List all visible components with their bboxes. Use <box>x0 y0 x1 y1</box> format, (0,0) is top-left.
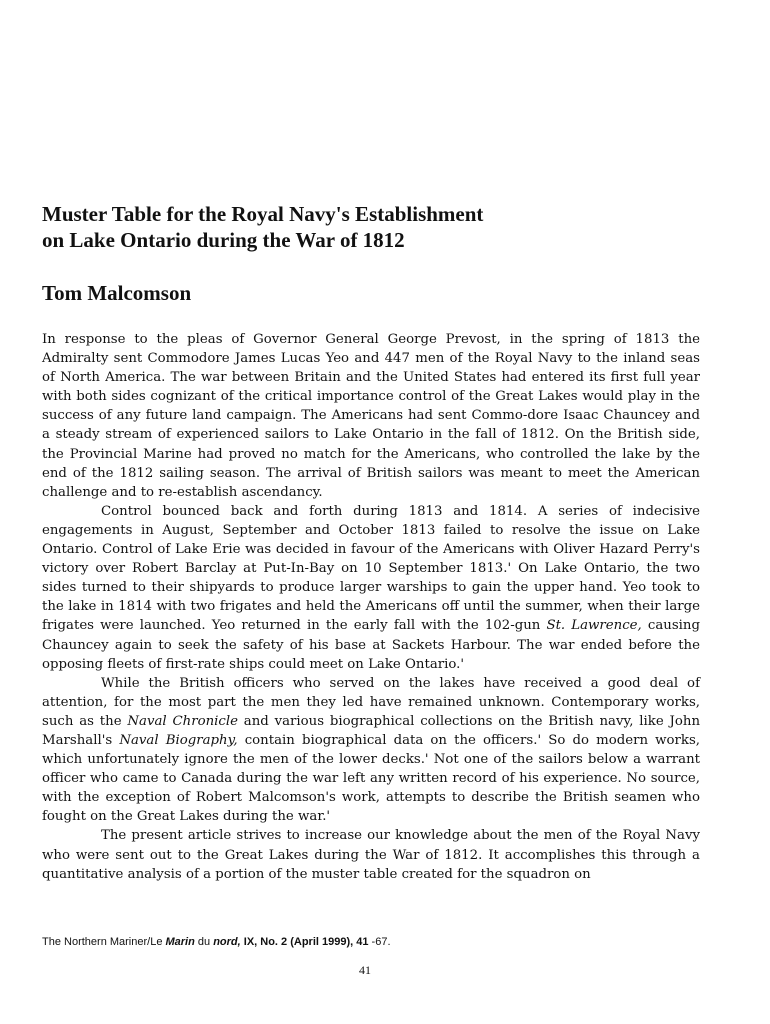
paragraph-2 <box>42 502 700 674</box>
article-title <box>42 201 682 253</box>
paragraph-3-text-b: and various biographical collections on the British navy, like John Marshall's <box>42 713 701 748</box>
article-author: Tom Malcomson <box>42 281 192 305</box>
article-title-line-1: Muster Table for the Royal Navy's Establishment <box>42 202 484 226</box>
page-number: 41 <box>359 963 371 977</box>
article-body <box>42 330 700 884</box>
footer-journal-a: The Northern Mariner/Le <box>42 936 166 948</box>
paragraph-4-text: The present article strives to increase our knowledge about the men of the Royal Navy who were sent out to the Great Lakes during the War of 1812. It accomplishes this through a quantitative analysis of a portion of the muster table created for the squadron on <box>42 828 700 882</box>
paragraph-1-text: In response to the pleas of Governor General George Prevost, in the spring of 1813 the Admiralty sent Commodore James Lucas Yeo and 447 men of the Royal Navy to the inland seas of North America. The war between Britain and the United States had entered its first full year with both sides cognizant of the critical importance control of the Great Lakes would play in the success of any future land campaign. The Americans had sent Commo-dore Isaac Chauncey and a steady stream of experienced sailors to Lake Ontario in the fall of 1812. On the British side, the Provincial Marine had proved no match for the Americans, who controlled the lake by the end of the 1812 sailing season. The arrival of British sailors was meant to meet the American challenge and to re-establish ascendancy. <box>42 332 700 500</box>
article-title-line-2: on Lake Ontario during the War of 1812 <box>42 228 405 252</box>
paragraph-3 <box>42 674 700 827</box>
work-title-naval-biography: Naval Biography, <box>119 732 238 748</box>
footer-pages: -67. <box>368 936 391 948</box>
paragraph-2-text-b: causing Chauncey again to seek the safety of his base at Sackets Harbour. The war ended before the opposing fleets of first-rate ships could meet on Lake Ontario.' <box>42 618 700 672</box>
paragraph-1 <box>42 330 700 502</box>
paragraph-2-text-a: Control bounced back and forth during 1813 and 1814. A series of indecisive engagements in August, September and October 1813 failed to resolve the issue on Lake Ontario. Control of Lake Erie was decided in favour of the Americans with Oliver Hazard Perry's victory over Robert Barclay at Put-In-Bay on 10 September 1813.' On Lake Ontario, the two sides turned to their shipyards to produce larger warships to gain the upper hand. Yeo took to the lake in 1814 with two frigates and held the Americans off until the summer, when their large frigates were launched. Yeo returned in the early fall with the 102-gun <box>42 503 700 634</box>
paragraph-4 <box>42 826 700 883</box>
footer-journal-c: du <box>194 936 214 948</box>
paragraph-3-text-a: While the British officers who served on the lakes have received a good deal of attention, for the most part the men they led have remained unknown. Contemporary works, such as the <box>42 675 700 729</box>
paragraph-3-text-c: contain biographical data on the officers.' So do modern works, which unfortunately ignore the men of the lower decks.' Not one of the sailors below a warrant officer who came to Canada during the war left any written record of his experience. No source, with the exception of Robert Malcomson's work, attempts to describe the British seamen who fought on the Great Lakes during the war.' <box>42 732 700 825</box>
footer-issue: IX, No. 2 (April 1999), 41 <box>240 936 369 948</box>
citation-footer <box>42 935 702 949</box>
ship-name-st-lawrence: St. Lawrence, <box>546 618 642 634</box>
footer-journal-d: nord, <box>213 936 241 948</box>
footer-journal-b: Marin <box>165 936 195 948</box>
work-title-naval-chronicle: Naval Chronicle <box>127 713 238 729</box>
